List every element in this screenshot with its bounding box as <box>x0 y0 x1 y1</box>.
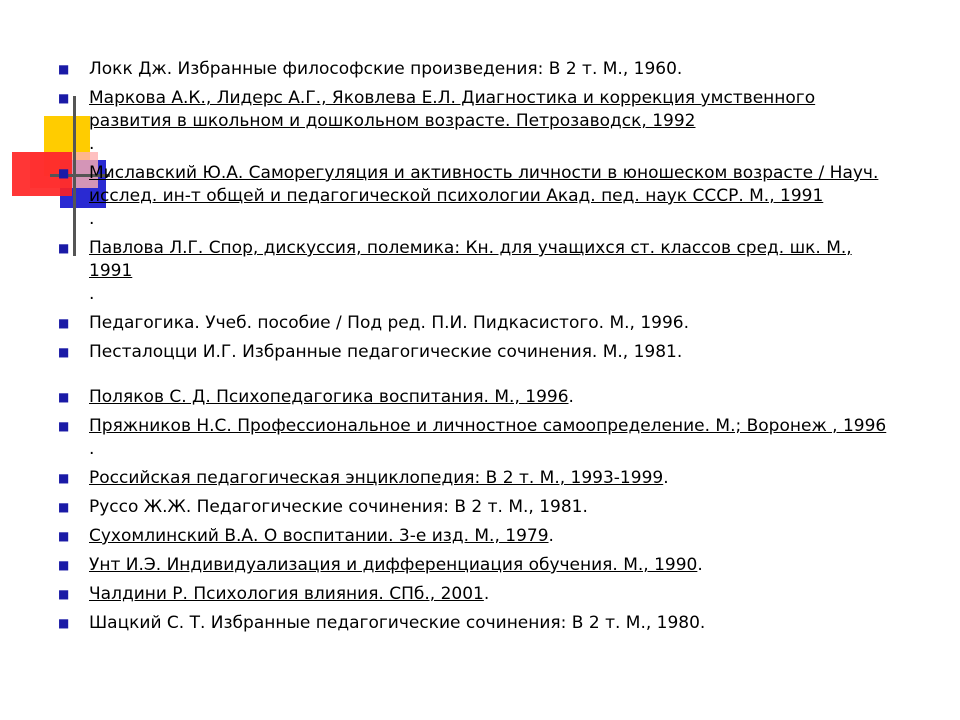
reference-text: Педагогика. Учеб. пособие / Под ред. П.И. Пидкасистого. М., 1996. <box>89 313 690 333</box>
reference-tail: . <box>663 468 669 488</box>
reference-tail: . <box>483 584 490 604</box>
reference-item <box>0 312 899 335</box>
bullet-icon: ■ <box>58 390 70 404</box>
reference-item[interactable] <box>0 162 899 231</box>
reference-item[interactable] <box>0 415 899 461</box>
bullet-icon: ■ <box>58 241 70 255</box>
reference-text: Локк Дж. Избранные философские произведения: В 2 т. М., 1960. <box>89 59 683 79</box>
reference-item[interactable] <box>0 525 899 548</box>
reference-tail: . <box>89 439 95 459</box>
bullet-icon: ■ <box>58 166 70 180</box>
reference-tail: . <box>697 555 703 575</box>
reference-item <box>0 496 899 519</box>
reference-text: Шацкий С. Т. Избранные педагогические сочинения: В 2 т. М., 1980. <box>89 613 706 633</box>
reference-link[interactable]: Пряжников Н.С. Профессиональное и личностное самоопределение. М.; Воронеж , 1996 <box>89 416 887 436</box>
reference-tail: . <box>548 526 554 546</box>
reference-item[interactable] <box>0 583 899 606</box>
bullet-icon: ■ <box>58 62 70 76</box>
bullet-icon: ■ <box>58 345 70 359</box>
reference-item[interactable] <box>0 237 899 306</box>
reference-link[interactable]: Российская педагогическая энциклопедия: В 2 т. М., 1993-1999 <box>89 468 664 488</box>
bullet-icon: ■ <box>58 419 70 433</box>
reference-link[interactable]: Унт И.Э. Индивидуализация и дифференциация обучения. М., 1990 <box>89 555 698 575</box>
bullet-icon: ■ <box>58 471 70 485</box>
reference-tail: . <box>89 134 95 154</box>
reference-tail: . <box>89 284 95 304</box>
bullet-icon: ■ <box>58 316 70 330</box>
reference-item[interactable] <box>0 386 899 409</box>
reference-item <box>0 58 899 81</box>
reference-item[interactable] <box>0 554 899 577</box>
reference-item[interactable] <box>0 467 899 490</box>
reference-link[interactable]: Чалдини Р. Психология влияния. СПб., 2001 <box>89 584 484 604</box>
reference-tail: . <box>89 209 95 229</box>
bullet-icon: ■ <box>58 616 70 630</box>
bullet-icon: ■ <box>58 587 70 601</box>
reference-tail: . <box>568 387 574 407</box>
bullet-icon: ■ <box>58 529 70 543</box>
reference-link[interactable]: Павлова Л.Г. Спор, дискуссия, полемика: Кн. для учащихся ст. классов сред. шк. М., 1991 <box>89 238 852 281</box>
reference-item[interactable] <box>0 87 899 156</box>
bullet-icon: ■ <box>58 91 70 105</box>
reference-text: Руссо Ж.Ж. Педагогические сочинения: В 2 т. М., 1981. <box>89 497 588 517</box>
reference-link[interactable]: Поляков С. Д. Психопедагогика воспитания. М., 1996 <box>89 387 569 407</box>
reference-link[interactable]: Сухомлинский В.А. О воспитании. 3-е изд. М., 1979 <box>89 526 549 546</box>
reference-text: Песталоцци И.Г. Избранные педагогические сочинения. М., 1981. <box>89 342 683 362</box>
reference-item <box>0 612 899 635</box>
reference-item <box>0 341 899 364</box>
reference-link[interactable]: Миславский Ю.А. Саморегуляция и активность личности в юношеском возрасте / Науч. исслед. ин-т общей и педагогической психологии Акад. пед. наук СССР. М., 1991 <box>89 163 879 206</box>
reference-link[interactable]: Маркова А.К., Лидерс А.Г., Яковлева Е.Л. Диагностика и коррекция умственного развития в школьном и дошкольном возрасте. Петрозаводск, 1992 <box>89 88 816 131</box>
reference-list <box>0 58 960 641</box>
bullet-icon: ■ <box>58 558 70 572</box>
bullet-icon: ■ <box>58 500 70 514</box>
